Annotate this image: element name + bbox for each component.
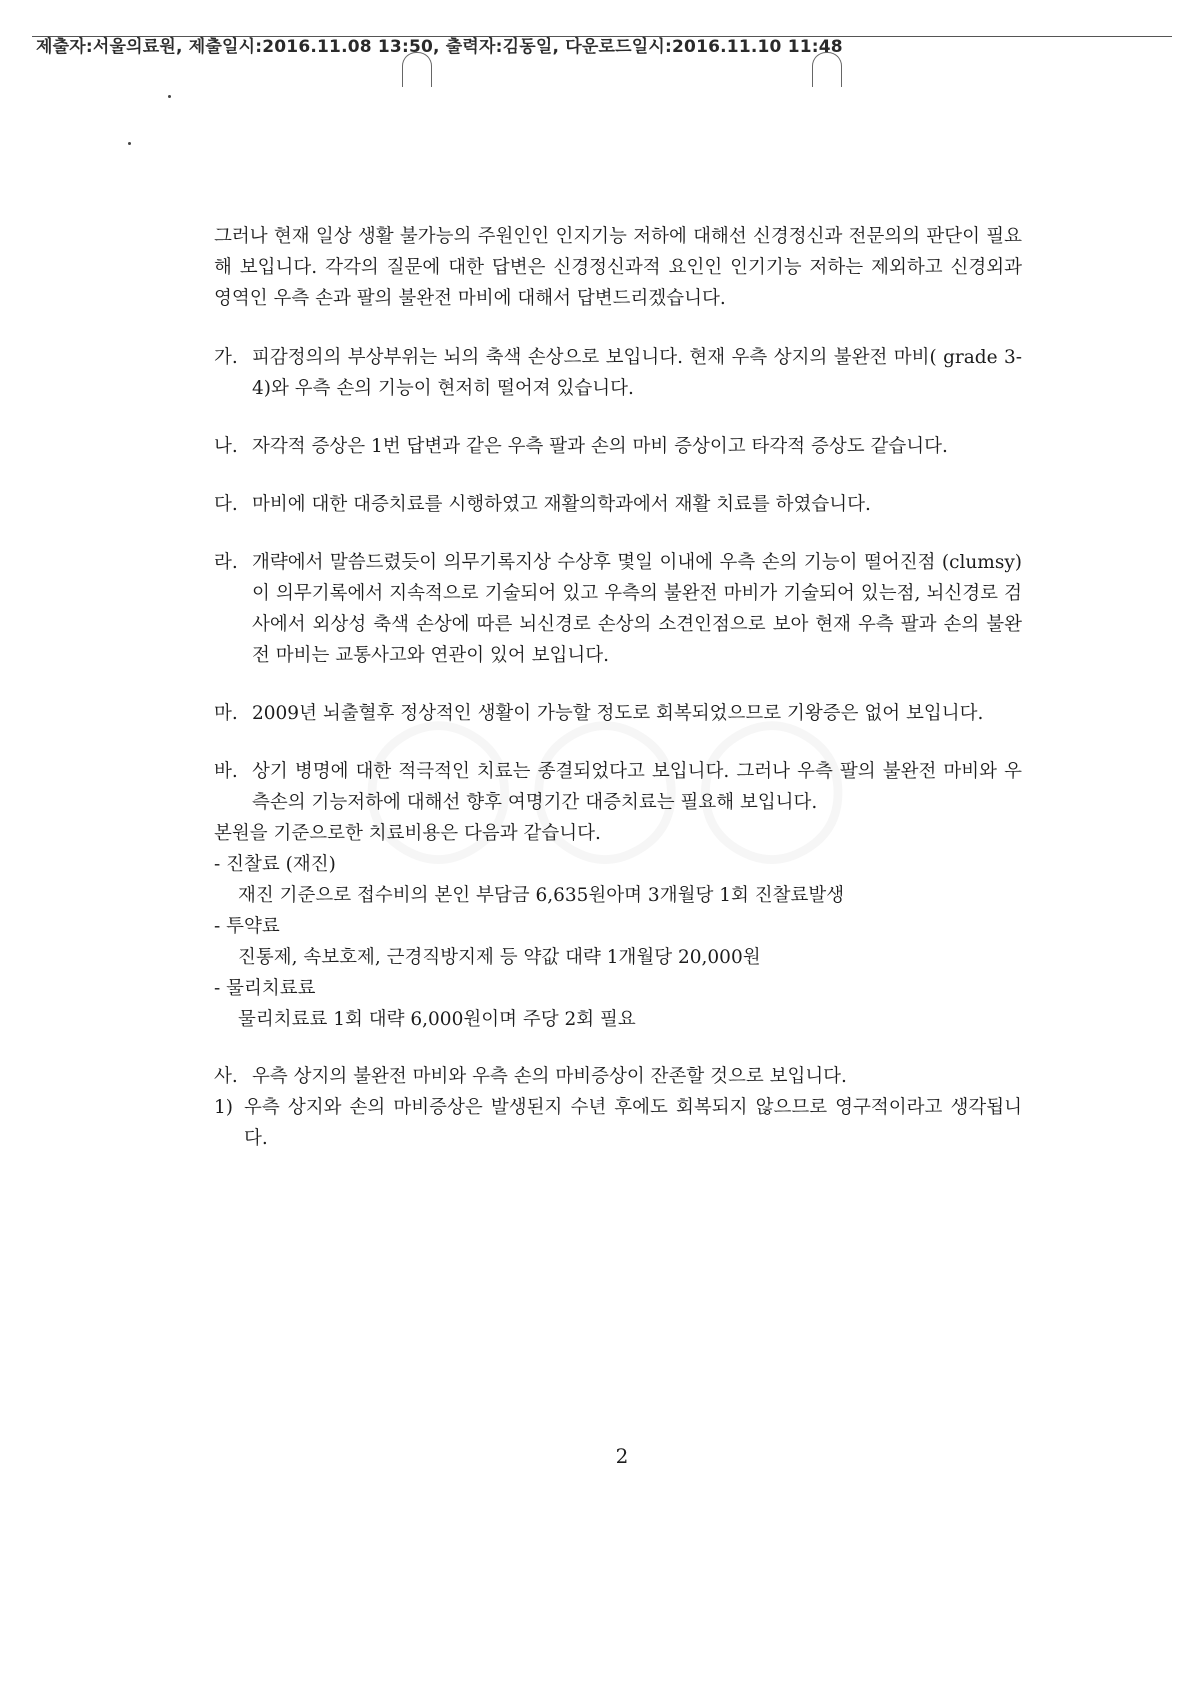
item-marker: 가. [214,347,238,368]
answer-item-sa [214,1061,1022,1092]
punch-hole-mark-left [402,52,432,87]
answer-item-ba [214,756,1022,818]
item-text: 피감정의의 부상부위는 뇌의 축색 손상으로 보입니다. 현재 우측 상지의 불완전 마비( grade 3-4)와 우측 손의 기능이 현저히 떨어져 있습니다. [252,347,1022,399]
answer-item-da [214,489,1022,520]
number-marker: 1) [214,1097,233,1118]
item-text: 2009년 뇌출혈후 정상적인 생활이 가능할 정도로 회복되었으므로 기왕증은 없어 보입니다. [252,703,984,724]
item-text: 상기 병명에 대한 적극적인 치료는 종결되었다고 보입니다. 그러나 우측 팔의 불완전 마비와 우측손의 기능저하에 대해선 향후 여명기간 대증치료는 필요해 보입니다. [252,761,1022,813]
cost-detail-medication: 진통제, 속보호제, 근경직방지제 등 약값 대략 1개월당 20,000원 [238,947,761,968]
item-text: 개략에서 말씀드렸듯이 의무기록지상 수상후 몇일 이내에 우측 손의 기능이 떨어진점 (clumsy) 이 의무기록에서 지속적으로 기술되어 있고 우측의 불완전 마비가 기술되어 있는점, 뇌신경로 검사에서 외상성 축색 손상에 따른 뇌신경로 손상의 소견인점으로 보아 현재 우측 팔과 손의 불완전 마비는 교통사고와 연관이 있어 보입니다. [252,552,1022,666]
item-marker: 라. [214,552,238,573]
item-marker: 마. [214,703,238,724]
numbered-text: 우측 상지와 손의 마비증상은 발생된지 수년 후에도 회복되지 않으므로 영구적이라고 생각됩니다. [244,1097,1022,1149]
answer-item-ma [214,698,1022,729]
cost-label-physical-therapy: - 물리치료료 [214,978,316,999]
cost-label-consultation: - 진찰료 (재진) [214,854,336,875]
item-text: 마비에 대한 대증치료를 시행하였고 재활의학과에서 재활 치료를 하였습니다. [252,494,871,515]
item-marker: 다. [214,494,238,515]
submission-header-text: 제출자:서울의료원, 제출일시:2016.11.08 13:50, 출력자:김동일, 다운로드일시:2016.11.10 11:48 [36,37,849,57]
item-text: 우측 상지의 불완전 마비와 우측 손의 마비증상이 잔존할 것으로 보입니다. [252,1066,847,1087]
cost-detail-physical-therapy: 물리치료료 1회 대략 6,000원이며 주당 2회 필요 [238,1009,636,1030]
item-marker: 바. [214,761,238,782]
numbered-point-1 [214,1092,1022,1154]
answer-item-ga [214,342,1022,404]
document-body [214,221,1022,1154]
item-marker: 나. [214,436,238,457]
answer-item-ra [214,547,1022,671]
scan-speck [128,142,131,145]
item-text: 자각적 증상은 1번 답변과 같은 우측 팔과 손의 마비 증상이고 타각적 증상도 같습니다. [252,436,948,457]
cost-intro: 본원을 기준으로한 치료비용은 다음과 같습니다. [214,823,601,844]
scan-speck [168,95,171,98]
submission-header [36,32,849,57]
cost-label-medication: - 투약료 [214,916,280,937]
item-marker: 사. [214,1066,238,1087]
answer-item-na [214,431,1022,462]
page-number: 2 [615,1444,629,1468]
punch-hole-mark-right [812,52,842,87]
cost-detail-consultation: 재진 기준으로 접수비의 본인 부담금 6,635원아며 3개월당 1회 진찰료발생 [238,885,845,906]
intro-paragraph: 그러나 현재 일상 생활 불가능의 주원인인 인지기능 저하에 대해선 신경정신과 전문의의 판단이 필요해 보입니다. 각각의 질문에 대한 답변은 신경정신과적 요인인 인기기능 저하는 제외하고 신경외과 영역인 우측 손과 팔의 불완전 마비에 대해서 답변드리겠습니다. [214,226,1022,309]
treatment-cost-section [214,818,1022,1035]
